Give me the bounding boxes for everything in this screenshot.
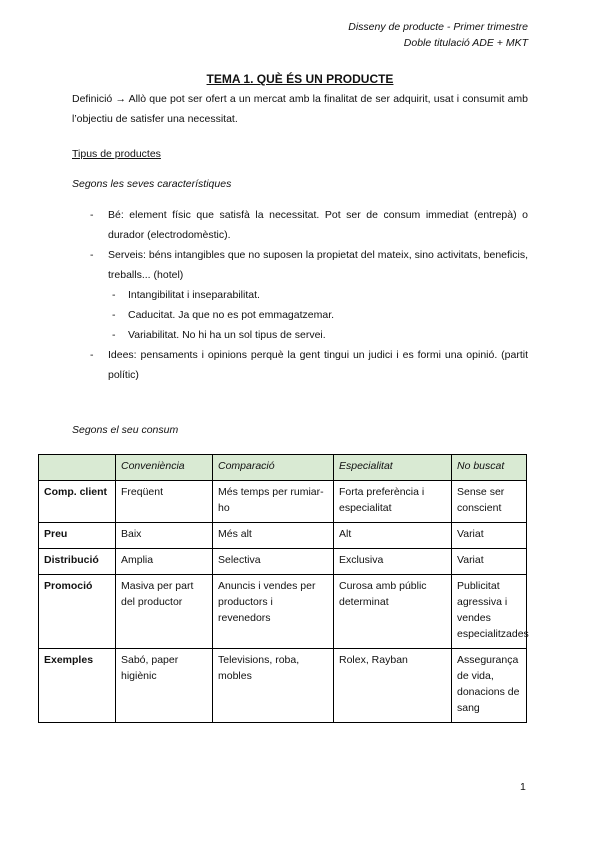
table-cell: Alt — [334, 523, 452, 549]
page-number: 1 — [520, 781, 526, 793]
list-item — [90, 205, 528, 245]
types-heading: Tipus de productes — [72, 148, 161, 160]
sublist-item — [90, 305, 528, 325]
table-cell: Selectiva — [213, 549, 334, 575]
row-header: Preu — [39, 523, 116, 549]
table-cell: Exclusiva — [334, 549, 452, 575]
table-cell: Freqüent — [116, 481, 213, 523]
list-dash: - — [112, 289, 116, 301]
table-cell: Més temps per rumiar-ho — [213, 481, 334, 523]
table-cell: Televisions, roba, mobles — [213, 649, 334, 723]
table-cell: Sabó, paper higiènic — [116, 649, 213, 723]
section-consumption-heading: Segons el seu consum — [72, 424, 179, 436]
table-row — [39, 481, 527, 523]
table-row — [39, 575, 527, 649]
column-header — [39, 455, 116, 481]
characteristics-list — [90, 205, 528, 385]
table-cell: Variat — [452, 549, 527, 575]
table-cell: Sense ser conscient — [452, 481, 527, 523]
list-item — [90, 245, 528, 285]
table-cell: Més alt — [213, 523, 334, 549]
table-row — [39, 549, 527, 575]
table-cell: Anuncis i vendes per productors i revenedors — [213, 575, 334, 649]
column-header: Comparació — [213, 455, 334, 481]
table-cell: Masiva per part del productor — [116, 575, 213, 649]
table-cell: Baix — [116, 523, 213, 549]
column-header: Especialitat — [334, 455, 452, 481]
row-header: Distribució — [39, 549, 116, 575]
sublist-item-text: Variabilitat. No hi ha un sol tipus de servei. — [128, 329, 326, 341]
service-sublist — [90, 285, 528, 345]
page-header — [348, 19, 528, 51]
header-degree: Doble titulació ADE + MKT — [403, 37, 528, 49]
table-cell: Assegurança de vida, donacions de sang — [452, 649, 527, 723]
row-header: Comp. client — [39, 481, 116, 523]
table-row — [39, 649, 527, 723]
table-row — [39, 523, 527, 549]
list-dash: - — [90, 349, 94, 361]
list-dash: - — [90, 209, 94, 221]
table-cell: Publicitat agressiva i vendes especialitzades — [452, 575, 527, 649]
row-header: Promoció — [39, 575, 116, 649]
list-item — [90, 345, 528, 385]
list-dash: - — [90, 249, 94, 261]
sublist-item — [90, 285, 528, 305]
row-header: Exemples — [39, 649, 116, 723]
list-item-text: Bé: element físic que satisfà la necessitat. Pot ser de consum immediat (entrepà) o durador (electrodomèstic). — [108, 209, 528, 241]
consumption-table — [38, 454, 527, 723]
table-cell: Amplia — [116, 549, 213, 575]
table-cell: Rolex, Rayban — [334, 649, 452, 723]
sublist-item-text: Caducitat. Ja que no es pot emmagatzemar. — [128, 309, 335, 321]
table-cell: Forta preferència i especialitat — [334, 481, 452, 523]
header-course: Disseny de producte - Primer trimestre — [348, 21, 528, 33]
column-header: No buscat — [452, 455, 527, 481]
definition-paragraph: Definició → Allò que pot ser ofert a un mercat amb la finalitat de ser adquirit, usat i consumit amb l’objectiu de satisfer una necessitat. — [72, 93, 528, 125]
table-cell: Variat — [452, 523, 527, 549]
table-header-row — [39, 455, 527, 481]
sublist-item — [90, 325, 528, 345]
list-item-text: Serveis: béns intangibles que no suposen la propietat del mateix, sino activitats, beneficis, treballs... (hotel) — [108, 249, 528, 281]
section-characteristics-heading: Segons les seves característiques — [72, 178, 232, 190]
list-dash: - — [112, 309, 116, 321]
list-item-text: Idees: pensaments i opinions perquè la gent tingui un judici i es formi una opinió. (partit polític) — [108, 349, 528, 381]
document-title: TEMA 1. QUÈ ÉS UN PRODUCTE — [206, 72, 394, 86]
list-dash: - — [112, 329, 116, 341]
sublist-item-text: Intangibilitat i inseparabilitat. — [128, 289, 260, 301]
table-cell: Curosa amb públic determinat — [334, 575, 452, 649]
column-header: Conveniència — [116, 455, 213, 481]
